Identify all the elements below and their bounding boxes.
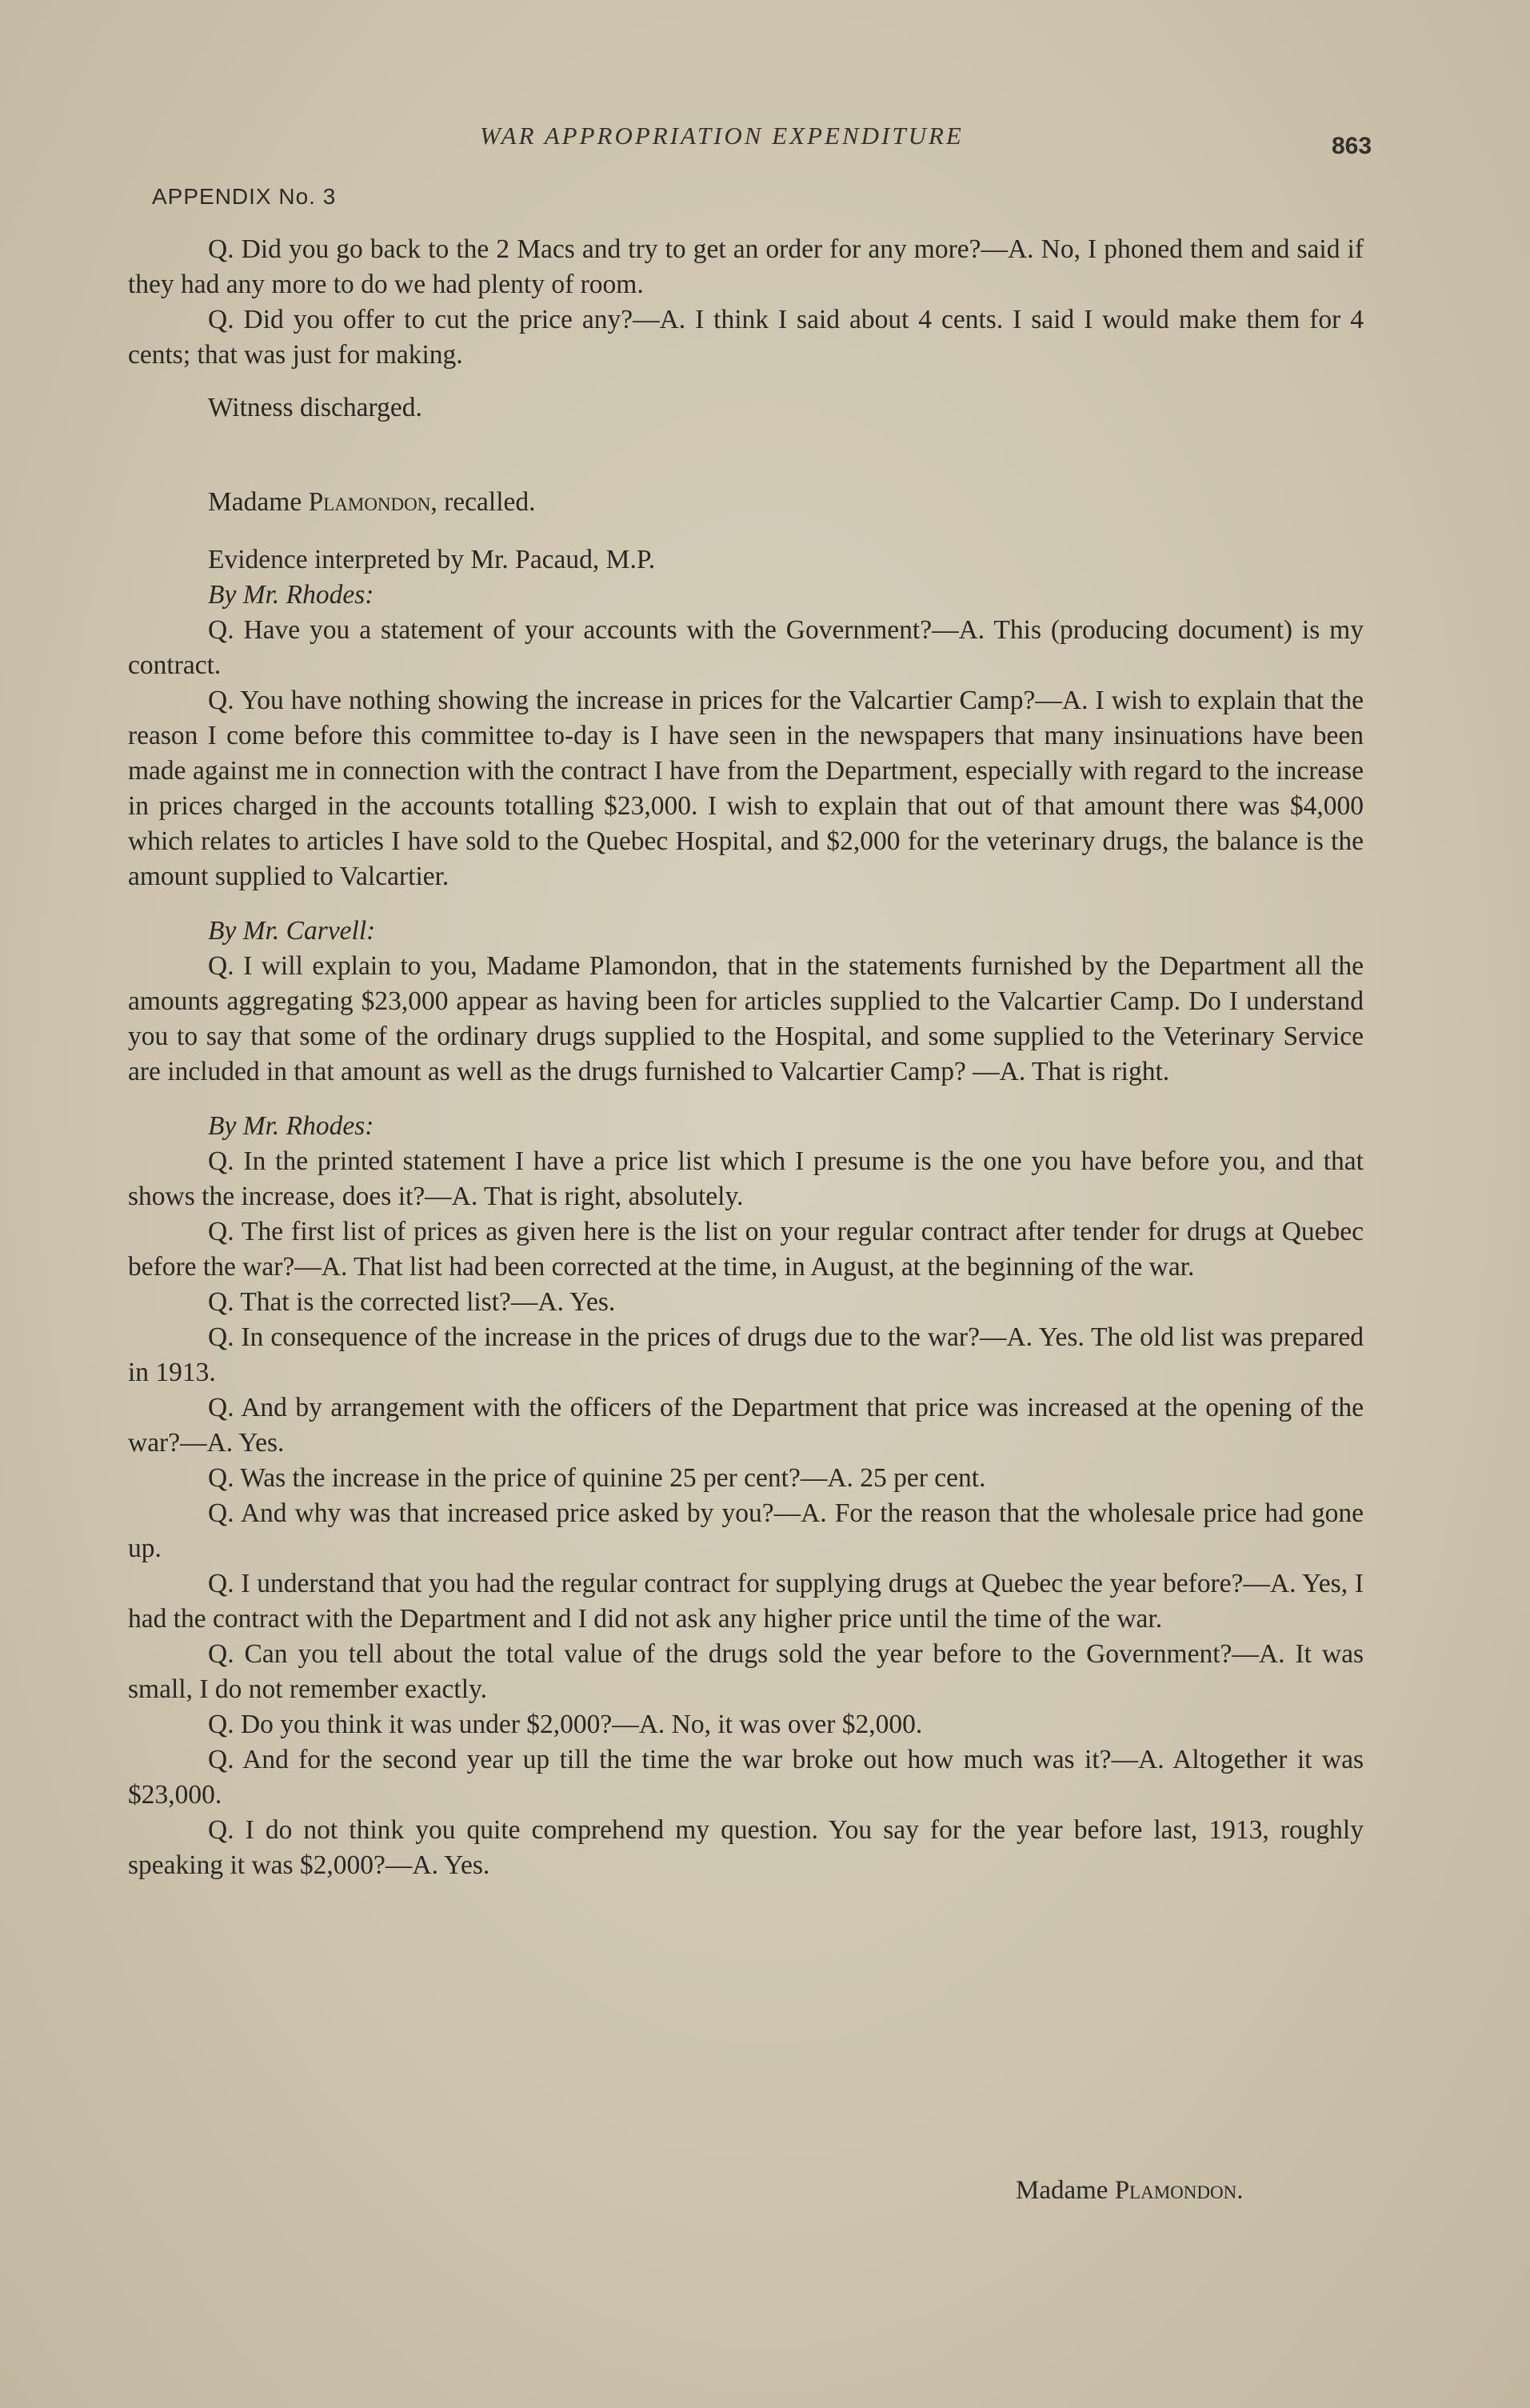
paragraph: Q. Do you think it was under $2,000?—A. No, it was over $2,000. <box>208 1710 923 1739</box>
paragraph: Q. The first list of prices as given here is the list on your regular contract after tender for drugs at Quebec before the war?—A. That list had been corrected at the time, in August, at the beginning of the war. <box>128 1217 1364 1282</box>
examiner-heading: By Mr. Rhodes: <box>208 580 374 610</box>
examiner-heading: By Mr. Rhodes: <box>208 1111 374 1141</box>
paragraph: Q. And why was that increased price asked by you?—A. For the reason that the wholesale price had gone up. <box>128 1498 1364 1563</box>
recall-title: Madame <box>208 487 302 517</box>
recall-line <box>128 485 1364 520</box>
paragraph: Q. And by arrangement with the officers of the Department that price was increased at the opening of the war?—A. Yes. <box>128 1393 1364 1458</box>
examiner-heading: By Mr. Carvell: <box>208 916 376 946</box>
paragraph: Q. I do not think you quite comprehend my question. You say for the year before last, 1913, roughly speaking it was $2,000?—A. Yes. <box>128 1815 1364 1880</box>
paragraph: Q. That is the corrected list?—A. Yes. <box>208 1287 616 1317</box>
running-title: WAR APPROPRIATION EXPENDITURE <box>480 122 964 150</box>
interpreter-note: Evidence interpreted by Mr. Pacaud, M.P. <box>208 545 656 574</box>
paragraph: Q. In consequence of the increase in the prices of drugs due to the war?—A. Yes. The old list was prepared in 1913. <box>128 1322 1364 1387</box>
witness-discharged: Witness discharged. <box>208 393 422 422</box>
recall-surname: Plamondon <box>308 487 431 517</box>
signature-prefix: Madame <box>1016 2176 1109 2205</box>
paragraph: Q. Did you offer to cut the price any?—A. I think I said about 4 cents. I said I would make them for 4 cents; that was just for making. <box>128 305 1364 370</box>
paragraph: Q. I will explain to you, Madame Plamondon, that in the statements furnished by the Department all the amounts aggregating $23,000 appear as having been for articles supplied to the Valcartier Camp. Do I understand you to say that some of the ordinary drugs supplied to the Hospital, and some supplied to the Veterinary Service are included in that amount as well as the drugs furnished to Valcartier Camp? —A. That is right. <box>128 951 1364 1086</box>
recall-suffix: , recalled. <box>430 487 536 517</box>
body-text <box>128 232 1364 1883</box>
paragraph: Q. You have nothing showing the increase in prices for the Valcartier Camp?—A. I wish to explain that the reason I come before this committee to-day is I have seen in the newspapers that many insinuations have been made against me in connection with the contract I have from the Department, especially with regard to the increase in prices charged in the accounts totalling $23,000. I wish to explain that out of that amount there was $4,000 which relates to articles I have sold to the Quebec Hospital, and $2,000 for the veterinary drugs, the balance is the amount supplied to Valcartier. <box>128 686 1364 891</box>
paragraph: Q. Have you a statement of your accounts with the Government?—A. This (producing document) is my contract. <box>128 615 1364 680</box>
paragraph: Q. In the printed statement I have a price list which I presume is the one you have before you, and that shows the increase, does it?—A. That is right, absolutely. <box>128 1146 1364 1211</box>
paragraph: Q. Can you tell about the total value of the drugs sold the year before to the Government?—A. It was small, I do not remember exactly. <box>128 1639 1364 1704</box>
paragraph: Q. And for the second year up till the time the war broke out how much was it?—A. Altogether it was $23,000. <box>128 1745 1364 1810</box>
signature <box>1016 2176 1243 2206</box>
paragraph: Q. Was the increase in the price of quinine 25 per cent?—A. 25 per cent. <box>208 1463 986 1493</box>
page-number: 863 <box>1332 133 1372 159</box>
paragraph: Q. Did you go back to the 2 Macs and try to get an order for any more?—A. No, I phoned them and said if they had any more to do we had plenty of room. <box>128 234 1364 299</box>
paragraph: Q. I understand that you had the regular contract for supplying drugs at Quebec the year before?—A. Yes, I had the contract with the Department and I did not ask any higher price until the time of the war. <box>128 1569 1364 1634</box>
signature-surname: Plamondon. <box>1114 2176 1244 2205</box>
appendix-label: APPENDIX No. 3 <box>152 184 337 209</box>
